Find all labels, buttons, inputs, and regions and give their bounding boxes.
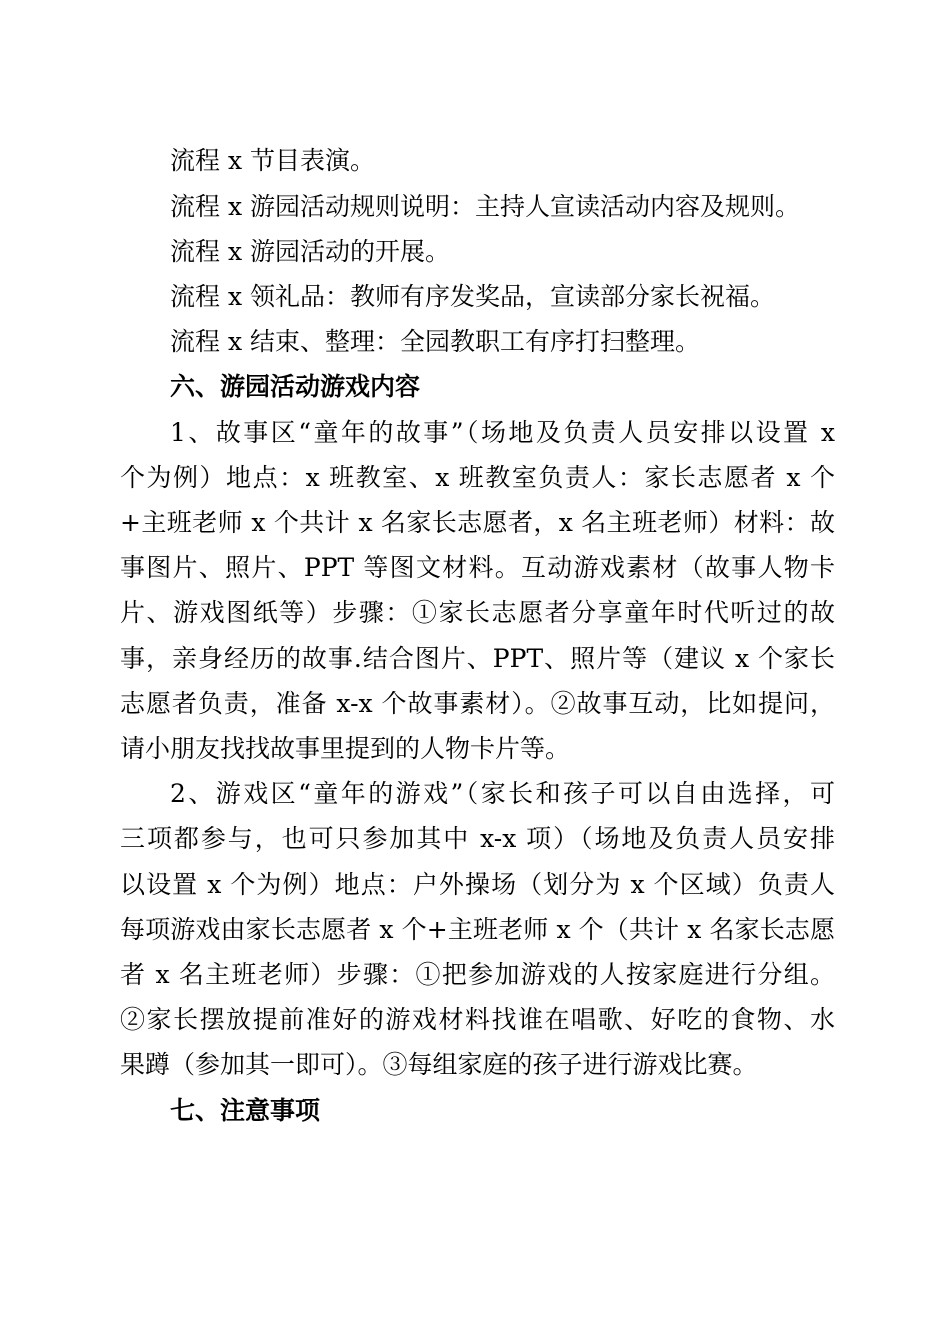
flow-step-1: 流程 x 节目表演。 <box>170 146 375 175</box>
flow-step-2: 流程 x 游园活动规则说明：主持人宣读活动内容及规则。 <box>170 192 800 221</box>
item1-line-1: 1、故事区“童年的故事”（场地及负责人员安排以设置 x <box>170 418 835 447</box>
item2-line-2: 三项都参与，也可只参加其中 x-x 项）（场地及负责人员安排 <box>120 824 835 853</box>
flow-step-4: 流程 x 领礼品：教师有序发奖品，宣读部分家长祝福。 <box>170 282 775 311</box>
item1-line-7: 志愿者负责，准备 x-x 个故事素材）。②故事互动，比如提问， <box>120 689 835 718</box>
item2-line-5: 者 x 名主班老师）步骤：①把参加游戏的人按家庭进行分组。 <box>120 960 835 989</box>
item1-line-6: 事，亲身经历的故事.结合图片、PPT、照片等（建议 x 个家长 <box>120 644 835 673</box>
item2-line-1: 2、游戏区“童年的游戏”（家长和孩子可以自由选择，可 <box>170 779 835 808</box>
item2-line-6: ②家长摆放提前准好的游戏材料找谁在唱歌、好吃的食物、水 <box>120 1005 835 1034</box>
flow-step-3: 流程 x 游园活动的开展。 <box>170 237 450 266</box>
item2-line-7: 果蹲（参加其一即可）。③每组家庭的孩子进行游戏比赛。 <box>120 1050 758 1079</box>
item1-line-2: 个为例）地点：x 班教室、x 班教室负责人：家长志愿者 x 个 <box>120 463 835 492</box>
item1-line-3: +主班老师 x 个共计 x 名家长志愿者，x 名主班老师）材料：故 <box>120 508 835 537</box>
section-heading-7: 七、注意事项 <box>170 1096 321 1125</box>
item1-line-5: 片、游戏图纸等）步骤：①家长志愿者分享童年时代听过的故 <box>120 598 835 627</box>
section-heading-6: 六、游园活动游戏内容 <box>170 372 421 401</box>
flow-step-5: 流程 x 结束、整理：全园教职工有序打扫整理。 <box>170 327 700 356</box>
item2-line-3: 以设置 x 个为例）地点：户外操场（划分为 x 个区域）负责人 <box>120 870 835 899</box>
item2-line-4: 每项游戏由家长志愿者 x 个+主班老师 x 个（共计 x 名家长志愿 <box>120 915 835 944</box>
item1-line-4: 事图片、照片、PPT 等图文材料。互动游戏素材（故事人物卡 <box>120 553 835 582</box>
item1-line-8: 请小朋友找找故事里提到的人物卡片等。 <box>120 734 571 763</box>
